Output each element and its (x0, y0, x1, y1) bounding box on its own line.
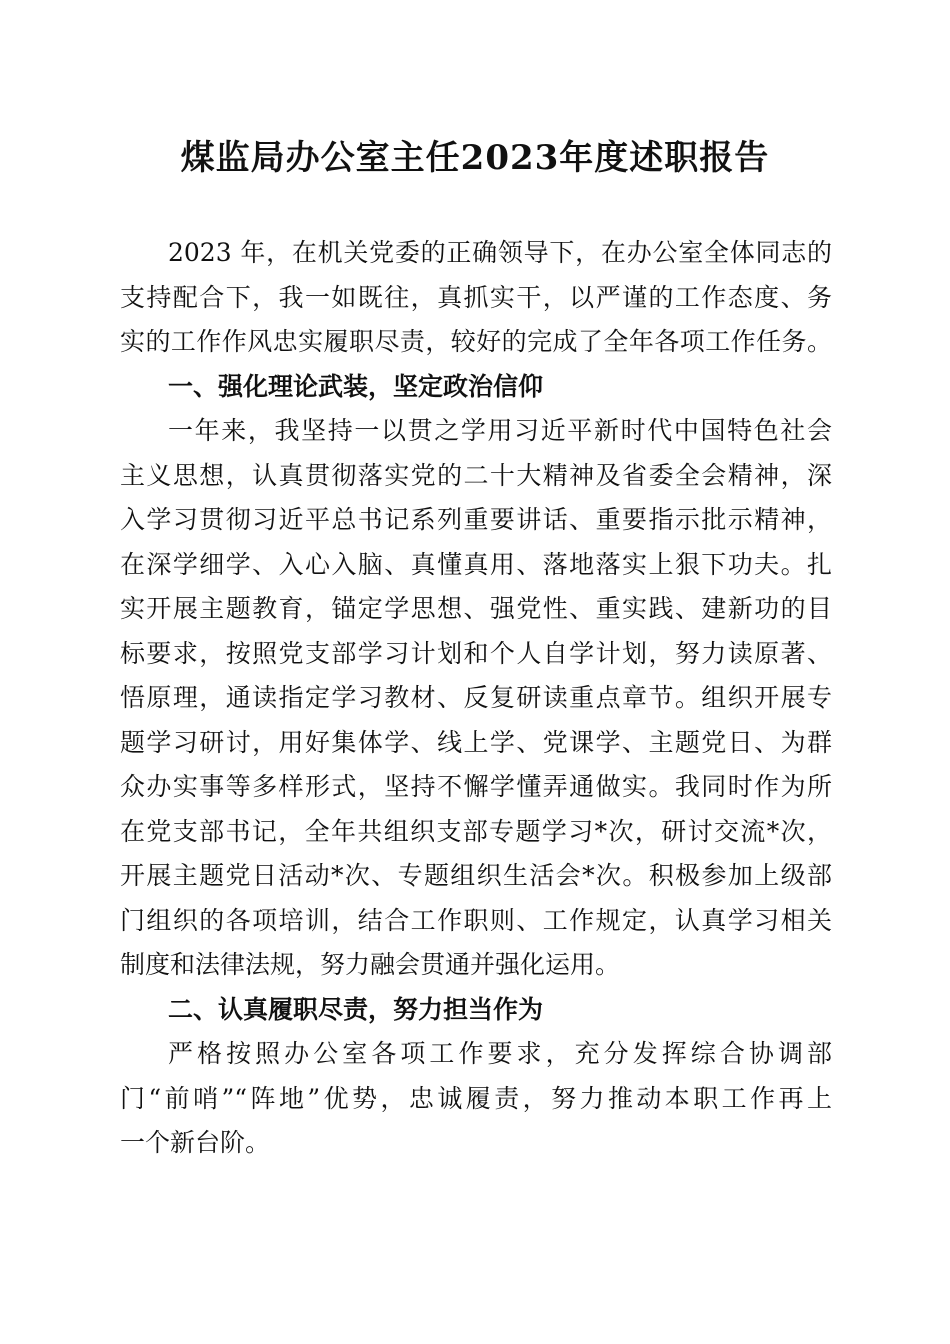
paragraph-line: 众办实事等多样形式，坚持不懈学懂弄通做实。我同时作为所 (120, 772, 832, 801)
section-heading: 二、认真履职尽责，努力担当作为 (168, 994, 544, 1024)
paragraph-line: 开展主题党日活动*次、专题组织生活会*次。积极参加上级部 (120, 861, 832, 890)
paragraph-line: 门“前哨”“阵地”优势，忠诚履责，努力推动本职工作再上 (120, 1083, 832, 1113)
paragraph-line: 制度和法律法规，努力融会贯通并强化运用。 (120, 950, 621, 979)
document-body (120, 231, 832, 1166)
paragraph-line: 题学习研讨，用好集体学、线上学、党课学、主题党日、为群 (120, 727, 832, 757)
paragraph-line: 门组织的各项培训，结合工作职则、工作规定，认真学习相关 (120, 905, 832, 935)
paragraph-line: 在党支部书记，全年共组织支部专题学习*次，研讨交流*次， (120, 816, 832, 846)
paragraph-line: 在深学细学、入心入脑、真懂真用、落地落实上狠下功夫。扎 (120, 549, 832, 579)
paragraph-line: 严格按照办公室各项工作要求，充分发挥综合协调部 (168, 1039, 832, 1068)
paragraph-line: 标要求，按照党支部学习计划和个人自学计划，努力读原著、 (120, 638, 832, 668)
document-title: 煤监局办公室主任2023年度述职报告 (180, 138, 770, 178)
paragraph-line: 主义思想，认真贯彻落实党的二十大精神及省委全会精神，深 (120, 460, 832, 490)
paragraph-line: 悟原理，通读指定学习教材、反复研读重点章节。组织开展专 (120, 683, 832, 712)
paragraph-line: 一个新台阶。 (120, 1128, 271, 1157)
paragraph-line: 一年来，我坚持一以贯之学用习近平新时代中国特色社会 (168, 416, 832, 445)
section-heading: 一、强化理论武装，坚定政治信仰 (168, 371, 544, 401)
paragraph-line: 入学习贯彻习近平总书记系列重要讲话、重要指示批示精神， (120, 505, 832, 534)
paragraph-line: 2023 年，在机关党委的正确领导下，在办公室全体同志的 (168, 238, 832, 267)
paragraph-line: 支持配合下，我一如既往，真抓实干，以严谨的工作态度、务 (120, 282, 832, 312)
paragraph-line: 实的工作作风忠实履职尽责，较好的完成了全年各项工作任务。 (120, 327, 832, 356)
paragraph-line: 实开展主题教育，锚定学思想、强党性、重实践、建新功的目 (120, 594, 832, 623)
